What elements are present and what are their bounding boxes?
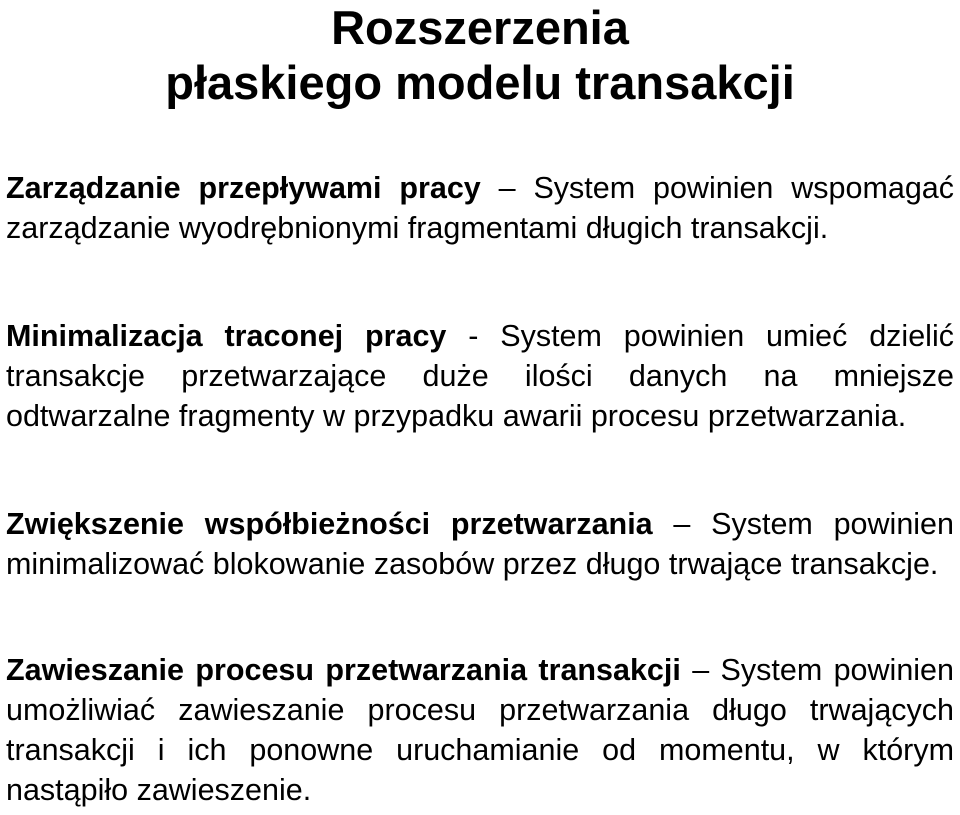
paragraph-term: Zawieszanie procesu przetwarzania transakcji [6,653,681,687]
paragraph-concurrency-increase [6,504,954,584]
paragraph-text: System powinien umożliwiać zawieszanie procesu przetwarzania długo trwających transakcji i ich ponowne uruchamianie od momentu, w którym nastąpiło zawieszenie. [6,653,954,807]
paragraph-term: Zwiększenie współbieżności przetwarzania [6,507,653,541]
slide-title [0,0,960,110]
paragraph-term: Minimalizacja traconej pracy [6,319,447,353]
paragraph-separator: - [446,319,501,353]
paragraph-term: Zarządzanie przepływami pracy [6,171,481,205]
paragraph-text: System powinien umieć dzielić transakcje przetwarzające duże ilości danych na mniejsze odtwarzalne fragmenty w przypadku awarii procesu przetwarzania. [6,319,954,433]
paragraph-text: System powinien minimalizować blokowanie zasobów przez długo trwające transakcje. [6,507,954,581]
paragraph-workflow-management [6,168,954,248]
slide-title-line-1: Rozszerzenia [331,1,629,54]
slide-title-line-2: płaskiego modelu transakcji [165,56,795,109]
paragraph-separator: – [480,171,534,205]
paragraph-lost-work-minimization [6,316,954,436]
paragraph-separator: – [652,507,712,541]
paragraph-transaction-suspension [6,650,954,810]
paragraph-separator: – [680,653,721,687]
paragraph-text: System powinien wspomagać zarządzanie wyodrębnionymi fragmentami długich transakcji. [6,171,954,245]
